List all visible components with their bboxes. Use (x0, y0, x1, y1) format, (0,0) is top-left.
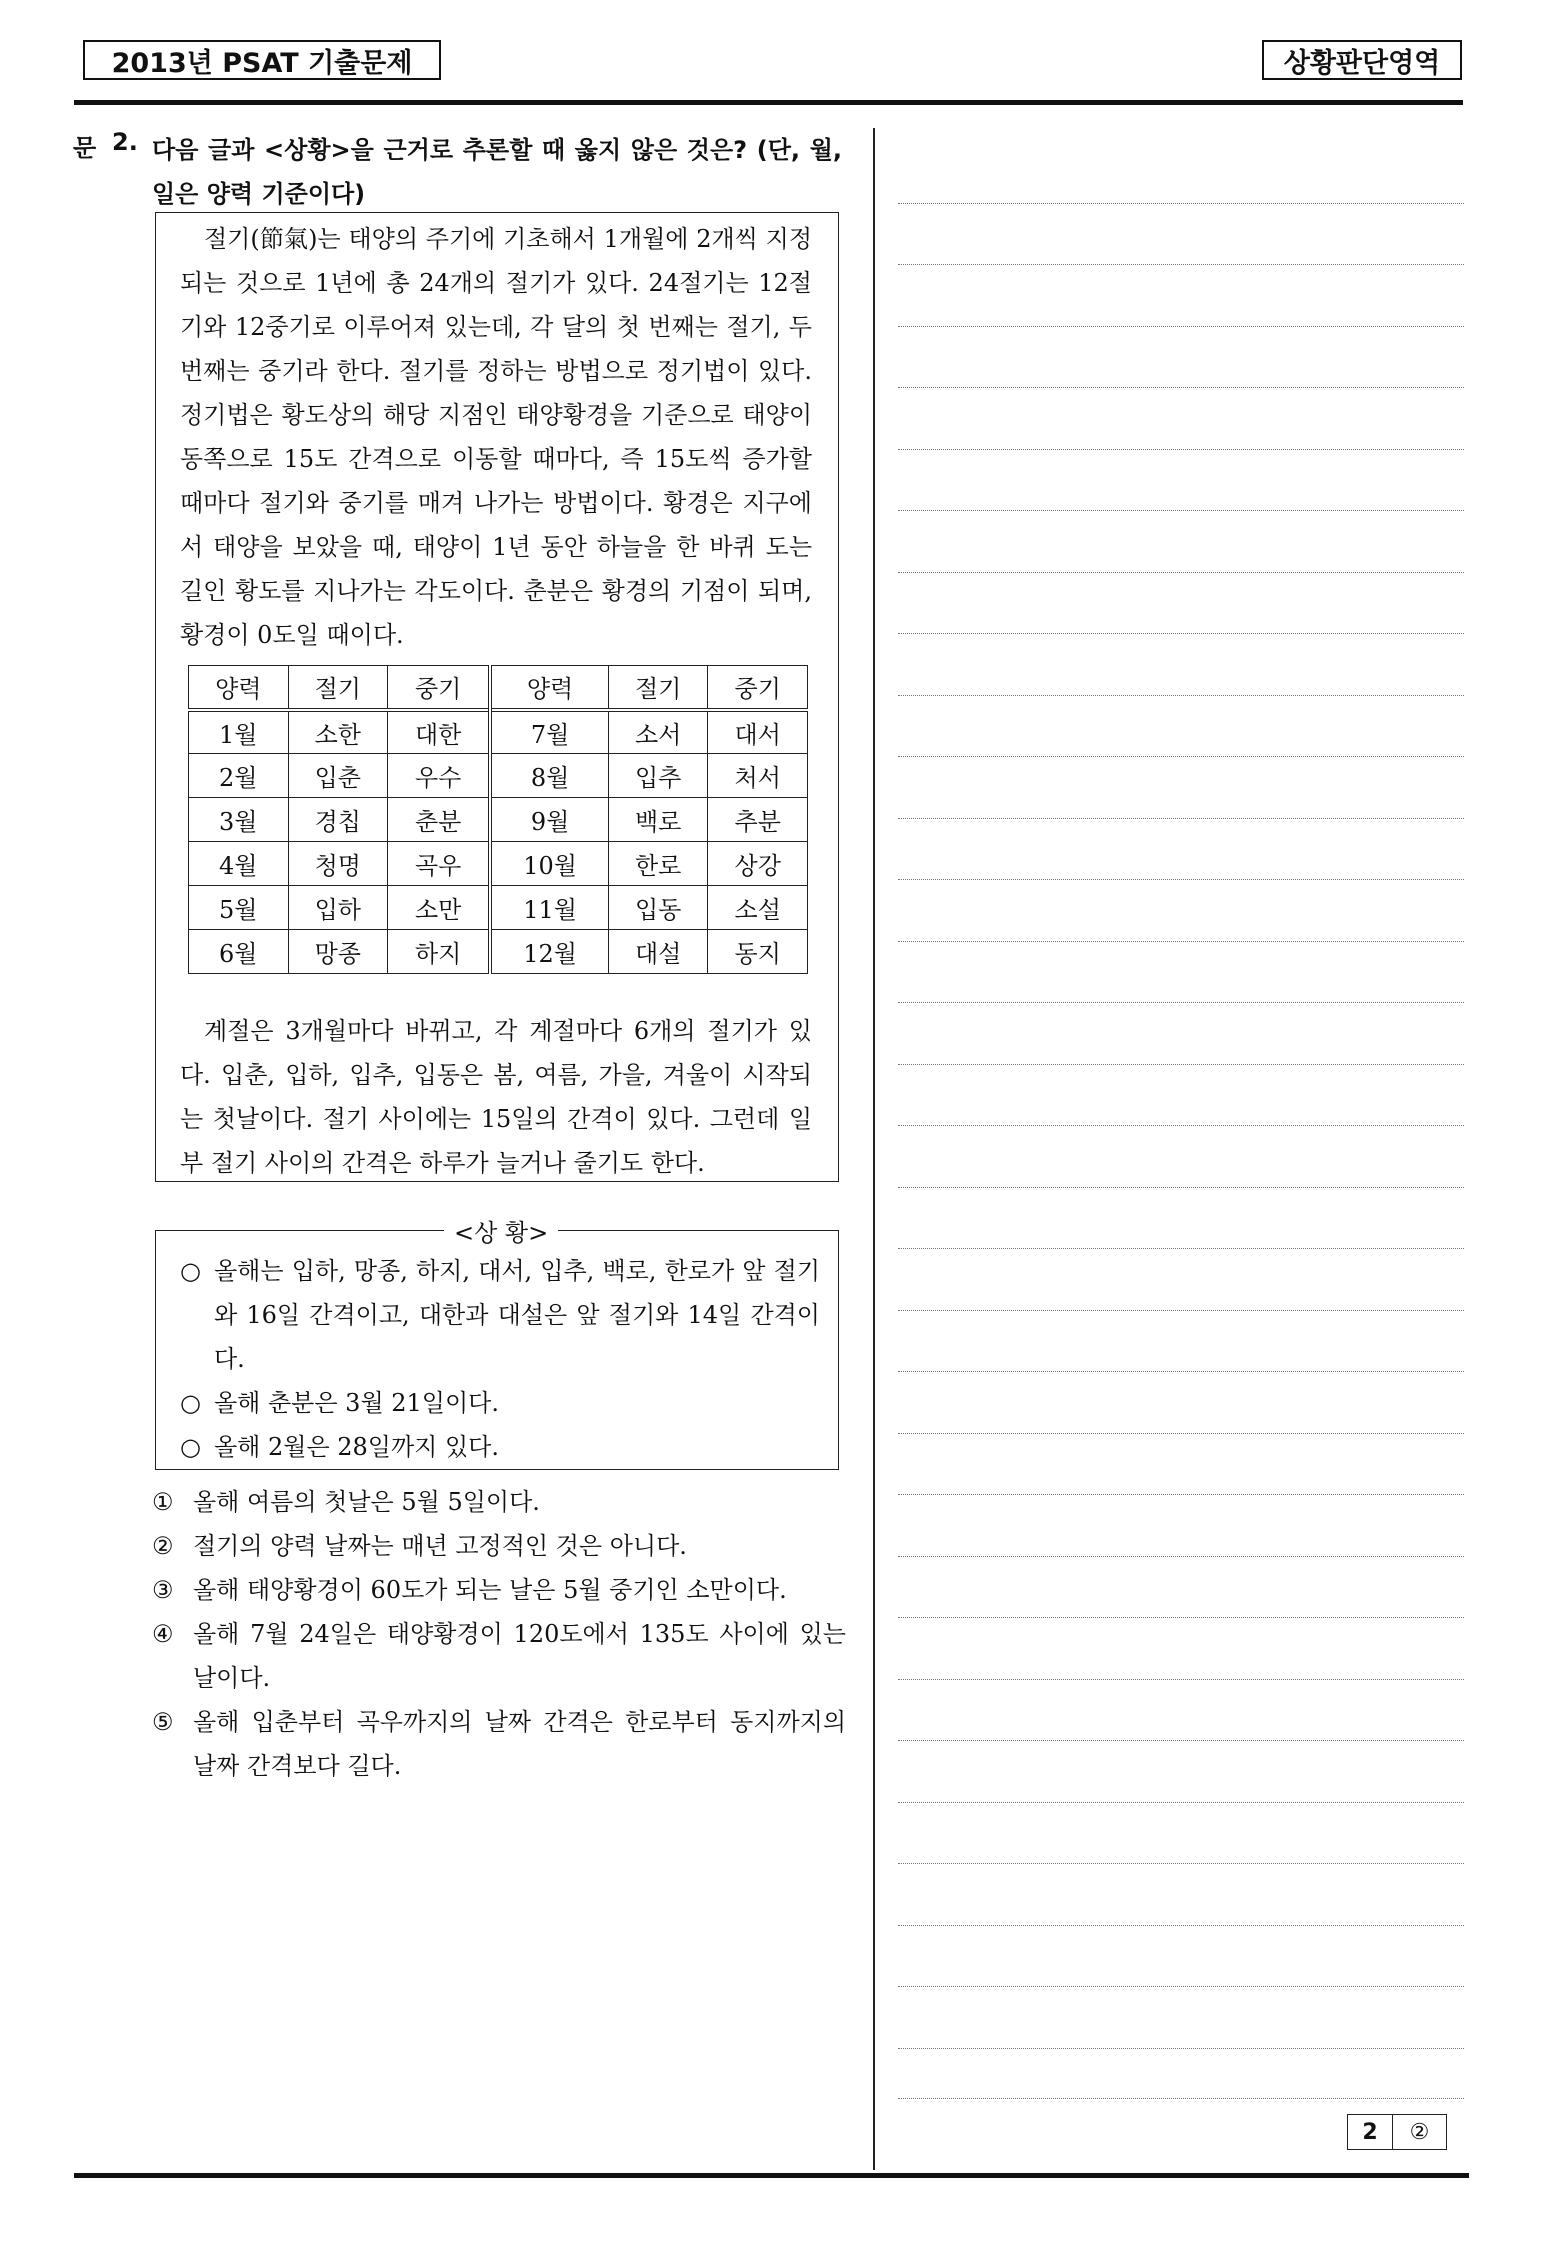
table-cell: 7월 (490, 710, 608, 754)
table-cell: 소한 (288, 710, 388, 754)
note-line (898, 633, 1464, 634)
table-header-cell: 중기 (708, 666, 808, 710)
note-line (898, 510, 1464, 511)
note-line (898, 264, 1464, 265)
note-line (898, 1802, 1464, 1803)
answer-option-5[interactable] (152, 1700, 846, 1788)
table-cell: 12월 (490, 930, 608, 974)
table-cell: 입하 (288, 886, 388, 930)
note-line (898, 1310, 1464, 1311)
table-cell: 6월 (189, 930, 289, 974)
header-rule (74, 100, 1463, 105)
note-line (898, 1863, 1464, 1864)
note-line (898, 1617, 1464, 1618)
note-line (898, 1371, 1464, 1372)
situation-title: <상 황> (444, 1213, 558, 1248)
table-cell: 대설 (608, 930, 708, 974)
note-line (898, 1986, 1464, 1987)
table-cell: 입동 (608, 886, 708, 930)
table-cell: 3월 (189, 798, 289, 842)
note-line (898, 941, 1464, 942)
table-cell: 한로 (608, 842, 708, 886)
question-prompt: 다음 글과 <상황>을 근거로 추론할 때 옳지 않은 것은? (단, 월, 일은 양력 기준이다) (152, 136, 842, 208)
table-header-cell: 양력 (189, 666, 289, 710)
note-line (898, 818, 1464, 819)
table-cell: 2월 (189, 754, 289, 798)
option-number: ④ (152, 1620, 174, 1648)
table-row (189, 710, 808, 754)
table-cell: 소서 (608, 710, 708, 754)
situation-item (180, 1425, 820, 1469)
note-line (898, 879, 1464, 880)
note-line (898, 1125, 1464, 1126)
table-header-cell: 양력 (490, 666, 608, 710)
option-text: 올해 입춘부터 곡우까지의 날짜 간격은 한로부터 동지까지의 날짜 간격보다 길다. (193, 1708, 846, 1780)
table-cell: 망종 (288, 930, 388, 974)
table-cell: 청명 (288, 842, 388, 886)
page-number: 2 (1348, 2115, 1393, 2149)
note-line (898, 1248, 1464, 1249)
option-text: 올해 태양황경이 60도가 되는 날은 5월 중기인 소만이다. (193, 1576, 787, 1604)
note-line (898, 326, 1464, 327)
table-row (189, 930, 808, 974)
situation-item (180, 1249, 820, 1381)
question-label: 문 (73, 134, 97, 162)
answer-option-2[interactable] (152, 1524, 846, 1568)
note-line (898, 1002, 1464, 1003)
situation-item (180, 1381, 820, 1425)
table-row (189, 842, 808, 886)
table-row (189, 754, 808, 798)
table-header-cell: 절기 (608, 666, 708, 710)
table-cell: 춘분 (388, 798, 491, 842)
note-line (898, 1679, 1464, 1680)
table-cell: 1월 (189, 710, 289, 754)
footer-rule (74, 2173, 1469, 2178)
note-line (898, 1433, 1464, 1434)
option-text: 올해 7월 24일은 태양황경이 120도에서 135도 사이에 있는 날이다. (193, 1620, 846, 1692)
option-number: ⑤ (152, 1708, 174, 1736)
section-title: 상황판단영역 (1262, 40, 1462, 80)
option-number: ③ (152, 1576, 174, 1604)
table-cell: 우수 (388, 754, 491, 798)
passage-paragraph-1: 절기(節氣)는 태양의 주기에 기초해서 1개월에 2개씩 지정되는 것으로 1년에 총 24개의 절기가 있다. 24절기는 12절기와 12중기로 이루어져 있는데, 각 달의 첫 번째는 절기, 두 번째는 중기라 한다. 절기를 정하는 방법으로 정기법이 있다. 정기법은 황도상의 해당 지점인 태양황경을 기준으로 태양이 동쪽으로 15도 간격으로 이동할 때마다, 즉 15도씩 증가할 때마다 절기와 중기를 매겨 나가는 방법이다. 황경은 지구에서 태양을 보았을 때, 태양이 1년 동안 하늘을 한 바퀴 도는 길인 황도를 지나가는 각도이다. 춘분은 황경의 기점이 되며, 황경이 0도일 때이다. (180, 225, 812, 649)
note-line (898, 572, 1464, 573)
answer-option-1[interactable] (152, 1480, 846, 1524)
situation-item-text: 올해 춘분은 3월 21일이다. (214, 1389, 499, 1417)
table-cell: 소설 (708, 886, 808, 930)
option-text: 절기의 양력 날짜는 매년 고정적인 것은 아니다. (193, 1532, 687, 1560)
answer-option-3[interactable] (152, 1568, 846, 1612)
note-line (898, 1187, 1464, 1188)
note-line (898, 756, 1464, 757)
table-cell: 처서 (708, 754, 808, 798)
option-text: 올해 여름의 첫날은 5월 5일이다. (193, 1488, 540, 1516)
table-row (189, 798, 808, 842)
answer-option-4[interactable] (152, 1612, 846, 1700)
table-cell: 10월 (490, 842, 608, 886)
table-cell: 입추 (608, 754, 708, 798)
passage-box (155, 212, 839, 1182)
page-number-box (1347, 2114, 1447, 2150)
question-number: 2. (112, 128, 138, 156)
note-line (898, 2048, 1464, 2049)
table-cell: 입춘 (288, 754, 388, 798)
table-cell: 추분 (708, 798, 808, 842)
note-line (898, 1494, 1464, 1495)
table-cell: 8월 (490, 754, 608, 798)
solar-terms-table (188, 665, 808, 974)
note-line (898, 449, 1464, 450)
note-line (898, 203, 1464, 204)
table-cell: 대서 (708, 710, 808, 754)
situation-item-text: 올해는 입하, 망종, 하지, 대서, 입추, 백로, 한로가 앞 절기와 16일 간격이고, 대한과 대설은 앞 절기와 14일 간격이다. (214, 1257, 820, 1373)
note-line (898, 695, 1464, 696)
situation-box (155, 1219, 839, 1470)
table-cell: 곡우 (388, 842, 491, 886)
bullet-icon: ○ (180, 1257, 201, 1285)
note-line (898, 1740, 1464, 1741)
table-cell: 대한 (388, 710, 491, 754)
table-cell: 9월 (490, 798, 608, 842)
column-divider (873, 128, 875, 2170)
passage-paragraph-2: 계절은 3개월마다 바뀌고, 각 계절마다 6개의 절기가 있다. 입춘, 입하, 입추, 입동은 봄, 여름, 가을, 겨울이 시작되는 첫날이다. 절기 사이에는 15일의 간격이 있다. 그런데 일부 절기 사이의 간격은 하루가 늘거나 줄기도 한다. (180, 1017, 812, 1177)
exam-title: 2013년 PSAT 기출문제 (83, 40, 441, 80)
table-cell: 소만 (388, 886, 491, 930)
table-header-cell: 절기 (288, 666, 388, 710)
table-header-cell: 중기 (388, 666, 491, 710)
table-header-row (189, 666, 808, 710)
note-line (898, 2098, 1464, 2099)
table-cell: 백로 (608, 798, 708, 842)
page-variant-mark: ② (1409, 2119, 1430, 2145)
note-line (898, 387, 1464, 388)
situation-item-text: 올해 2월은 28일까지 있다. (214, 1433, 499, 1461)
bullet-icon: ○ (180, 1389, 201, 1417)
table-cell: 하지 (388, 930, 491, 974)
option-number: ① (152, 1488, 174, 1516)
table-row (189, 886, 808, 930)
option-number: ② (152, 1532, 174, 1560)
table-cell: 경칩 (288, 798, 388, 842)
table-cell: 5월 (189, 886, 289, 930)
note-line (898, 1556, 1464, 1557)
table-cell: 동지 (708, 930, 808, 974)
note-line (898, 1064, 1464, 1065)
bullet-icon: ○ (180, 1433, 201, 1461)
table-cell: 4월 (189, 842, 289, 886)
table-cell: 상강 (708, 842, 808, 886)
table-cell: 11월 (490, 886, 608, 930)
note-line (898, 1925, 1464, 1926)
